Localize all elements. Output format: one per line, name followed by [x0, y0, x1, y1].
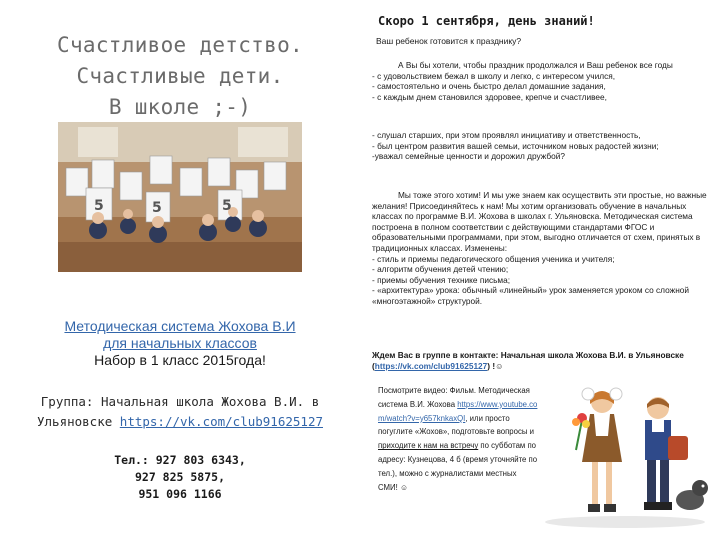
para3-item-1: - стиль и приемы педагогического общения ученика и учителя; — [372, 253, 615, 264]
para2-line-3: -уважал семейные ценности и дорожил дружбой? — [372, 151, 565, 162]
classroom-photo — [58, 122, 302, 272]
promo-meet: приходите к нам на встречу — [378, 441, 479, 451]
para3-item-2: - алгоритм обучения детей чтению; — [372, 264, 509, 275]
group-url-link[interactable]: https://vk.com/club91625127 — [119, 414, 323, 429]
para3-intro: Мы тоже этого хотим! И мы уже знаем как осуществить эти простые, но важные желания! Присоединяйтесь к нам! Мы хотим организовать обучение в начальных классах по программе В.И. Жохова в школах г. Ульяновска. Методическая система построена в полном соответствии с действующими стандартами ФГОС и образовательными программами, при этом, выгодно отличается от схем, принятых в традиционных классах. Изменены: — [372, 190, 707, 253]
para2-line-2: - был центром развития вашей семьи, источником новых радостей жизни; — [372, 140, 659, 151]
video-promo — [378, 384, 538, 494]
phone-line-1: Тел.: 927 803 6343, — [114, 453, 246, 467]
para1-line-4: - с каждым днем становился здоровее, крепче и счастливее, — [372, 91, 607, 102]
paragraph-1 — [372, 60, 714, 102]
method-links — [20, 318, 340, 369]
para3-item-4: - «архитектура» урока: обычный «линейный» урок заменяется уроком со сложной «многоэтажной» структурой. — [372, 285, 690, 306]
para2-line-1: - слушал старших, при этом проявлял инициативу и ответственность, — [372, 130, 641, 140]
headline-line-2: Счастливые дети. — [76, 64, 284, 88]
enrollment-text: Набор в 1 класс 2015года! — [94, 352, 266, 368]
contact-text: Ждем Вас в группе в контакте: Начальная школа Жохова В.И. в Ульяновске ( — [372, 350, 684, 371]
contact-url-link[interactable]: https://vk.com/club91625127 — [374, 360, 488, 371]
phone-line-3: 951 096 1166 — [138, 487, 222, 501]
kids-drawing — [540, 380, 710, 530]
phone-line-2: 927 825 5875, — [134, 470, 225, 484]
right-column — [360, 0, 720, 540]
para1-line-1: А Вы бы хотели, чтобы праздник продолжался и Ваш ребенок все годы — [398, 60, 673, 70]
svg-text:5: 5 — [94, 198, 104, 214]
right-title: Скоро 1 сентября, день знаний! — [378, 14, 595, 28]
para1-line-2: - с удовольствием бежал в школу и легко, с интересом учился, — [372, 70, 616, 81]
promo-mid: , или просто погуглите «Жохов», подготовьте вопросы и — [378, 413, 535, 437]
paragraph-3 — [372, 190, 714, 307]
phone-numbers — [40, 452, 320, 503]
paragraph-2 — [372, 130, 714, 162]
para3-item-3: - приемы обучения технике письма; — [372, 274, 511, 285]
method-link-line-1[interactable]: Методическая система Жохова В.И — [64, 318, 296, 334]
promo-intro: Посмотрите видео: Фильм. Методическая система В.И. Жохова — [378, 386, 530, 409]
svg-text:5: 5 — [152, 200, 162, 216]
contact-tail: ) !☺ — [487, 360, 504, 371]
contact-paragraph — [372, 350, 714, 371]
right-subtitle: Ваш ребенок готовится к празднику? — [376, 36, 522, 46]
promo-video-link[interactable]: https://www.youtube.com/watch?v=y657knkaxQI — [378, 399, 538, 423]
headline — [20, 30, 340, 123]
headline-line-1: Счастливое детство. — [57, 33, 303, 57]
school-kids-illustration — [540, 380, 710, 530]
para1-line-3: - самостоятельно и очень быстро делал домашние задания, — [372, 81, 606, 92]
promo-end: по субботам по адресу: Кузнецова, 4 б (время уточняйте по тел.), можно с журналистами местных СМИ! ☺ — [378, 441, 538, 492]
group-info — [18, 392, 342, 432]
classroom-photo-illustration — [58, 122, 302, 272]
group-label: Группа: Начальная школа Жохова В.И. в Ульяновске — [37, 394, 320, 429]
headline-line-3: В школе ;-) — [108, 95, 252, 119]
method-link-line-2[interactable]: для начальных классов — [103, 335, 257, 351]
svg-text:5: 5 — [222, 198, 232, 214]
